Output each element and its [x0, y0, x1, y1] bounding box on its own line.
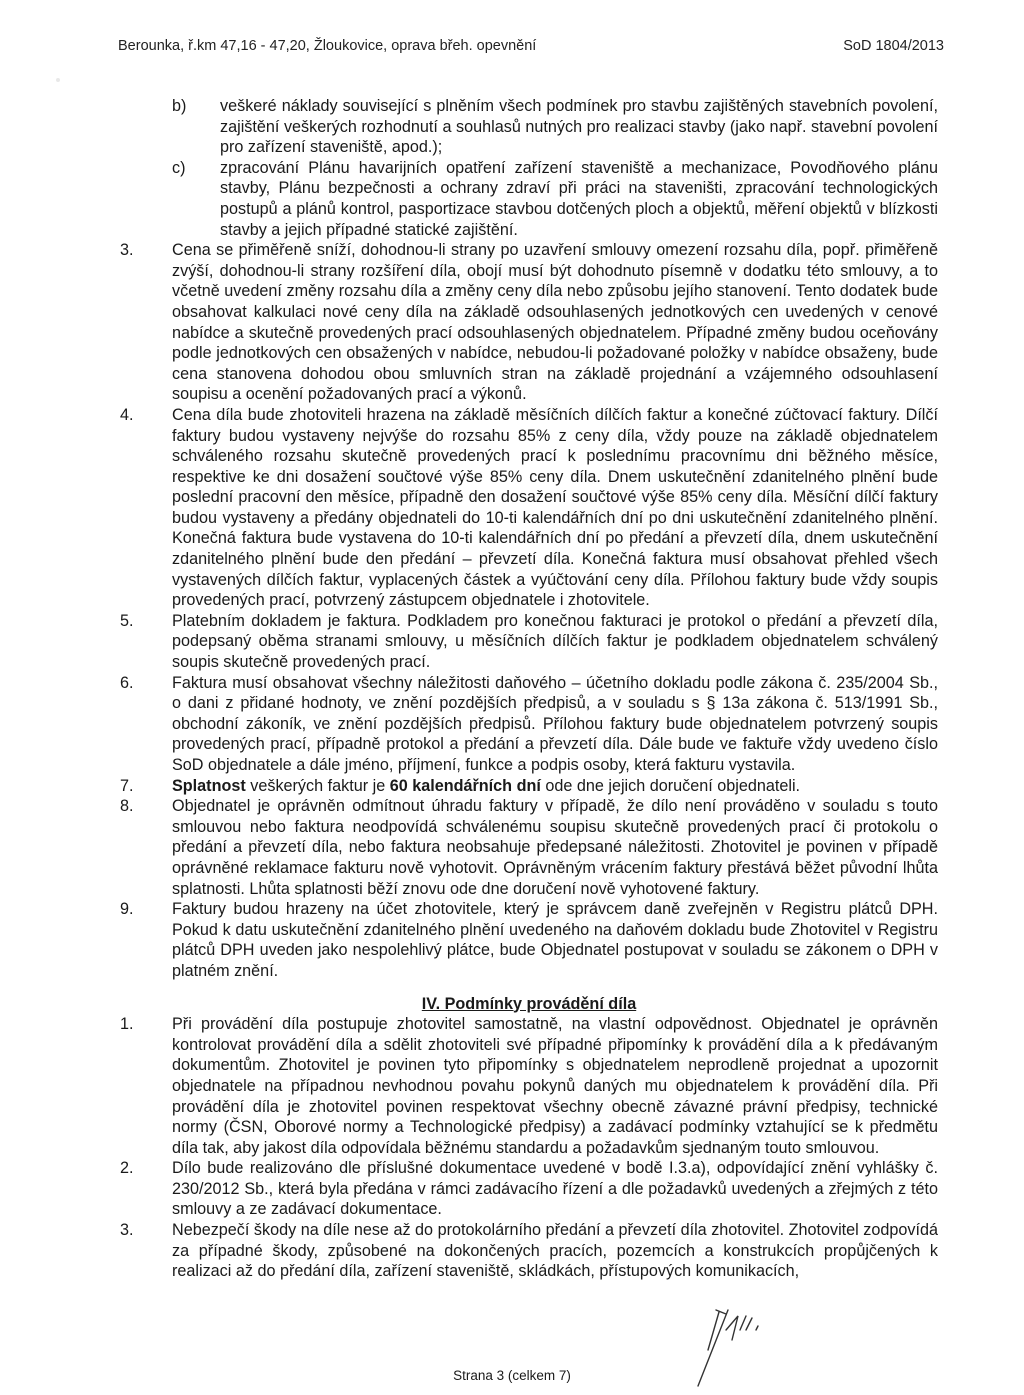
- clause-text: Faktury budou hrazeny na účet zhotovitele, který je správcem daně zveřejněn v Registru plátců DPH. Pokud k datu uskutečnění zdanitelného plnění uvedeného na daňovém dokladu bude Zhotovitel v Registru plátců DPH uveden jako nespolehlivý plátce, bude Objednatel postupovat v souladu se zákonem o DPH v platném znění.: [172, 900, 938, 980]
- clause-text: Nebezpečí škody na díle nese až do protokolárního předání a převzetí díla zhotovitel. Zhotovitel zodpovídá za případné škody, způsobené na dokončených pracích, pozemcích a konstrukcích propůjčených k realizaci až do předání díla, zařízení staveniště, skládkách, přístupových komunikacích,: [172, 1221, 938, 1281]
- clause-text: Faktura musí obsahovat všechny náležitosti daňového – účetního dokladu podle zákona č. 235/2004 Sb., o dani z přidané hodnoty, ve znění pozdějších předpisů, a v souladu s § 13a zákona č. 513/1991 Sb., obchodní zákoník, ve znění pozdějších předpisů. Přílohou faktury bude objednatelem potvrzený soupis provedených prací, případně protokol a předání a převzetí díla. Dále bude ve faktuře vždy uvedeno číslo SoD objednatele a dále jméno, příjmení, funkce a podpis osoby, která fakturu vystavila.: [172, 673, 938, 774]
- sub-item-text: veškeré náklady související s plněním všech podmínek pro stavbu zajištěných stavebních povolení, zajištění veškerých rozhodnutí a souhlasů nutných pro realizaci stavby (jako např. stavební povolení pro zařízení staveniště, apod.);: [220, 97, 938, 157]
- sub-item-letter: b): [172, 97, 187, 115]
- header-project-title: Berounka, ř.km 47,16 - 47,20, Žloukovice, oprava břeh. opevnění: [118, 38, 537, 54]
- clause-6: [120, 673, 938, 776]
- section-iv-clause-1: [120, 1014, 938, 1158]
- clause-text: Dílo bude realizováno dle příslušné dokumentace uvedené v bodě I.3.a), odpovídající znění vyhlášky č. 230/2012 Sb., která byla předána v rámci zadávacího řízení a dle požadavků uvedených a zřejmých z této smlouvy a ze zadávací dokumentace.: [172, 1159, 938, 1219]
- clause-text: Platebním dokladem je faktura. Podkladem pro konečnou fakturaci je protokol o předání a převzetí díla, podepsaný oběma stranami smlouvy, u měsíčních dílčích faktur je podkladem objednatelem schválený soupis skutečně provedených prací.: [172, 611, 938, 672]
- clause-number: 3.: [120, 1221, 134, 1240]
- section-iv-clause-2: [120, 1158, 938, 1220]
- clause-text: Objednatel je oprávněn odmítnout úhradu faktury v případě, že dílo není prováděno v souladu s touto smlouvou nebo faktura neodpovídá schválenému soupisu skutečně provedených prací či protokolu o předání a převzetí díla, nebo faktura neobsahuje předepsané náležitosti. Zhotovitel je povinen v případě oprávněné reklamace fakturu nově vyhotovit. Oprávněným vrácením faktury přestává běžet původní lhůta splatnosti. Lhůta splatnosti běží znovu ode dne doručení nově vyhotovené faktury.: [172, 797, 938, 898]
- clause-text: Cena se přiměřeně sníží, dohodnou-li strany po uzavření smlouvy omezení rozsahu díla, popř. přiměřeně zvýší, dohodnou-li strany rozšíření díla, obojí musí být dohodnuto písemně v dodatku této smlouvy, a to včetně uvedení změny rozsahu díla a změny ceny díla nebo způsobu jejího stanovení. Tento dodatek bude obsahovat kalkulaci nové ceny díla na základě odsouhlasených jednotkových cen uvedených v cenové nabídce a skutečně provedených prací odsouhlasených objednatelem. Případné změny budou oceňovány podle jednotkových cen obsažených v nabídce, nebudou-li požadované položky v nabídce obsaženy, bude cena stanovena dohodou obou smluvních stran na základě projednání a vzájemného odsouhlasení soupisu a ocenění požadovaných prací a výkonů.: [172, 241, 938, 404]
- clause-number: 7.: [120, 776, 134, 795]
- page-footer: Strana 3 (celkem 7): [453, 1368, 571, 1383]
- clause-number: 5.: [120, 611, 134, 630]
- document-body: [120, 96, 938, 1282]
- term-due-days: 60 kalendářních dní: [389, 776, 541, 795]
- clause-8: [120, 796, 938, 899]
- clause-text-part: veškerých faktur je: [245, 776, 390, 795]
- clause-number: 8.: [120, 797, 134, 816]
- clause-text-part: ode dne jejich doručení objednateli.: [540, 776, 801, 795]
- clause-text: Cena díla bude zhotoviteli hrazena na základě měsíčních dílčích faktur a konečné zúčtovací faktury. Dílčí faktury budou vystaveny nejvýše do rozsahu 85% z ceny díla, vždy pouze na základě objednatelem schváleného rozsahu skutečně provedených prací k poslednímu pracovnímu dni běžného měsíce, respektive ke dni dosažení součtové výše 85% ceny díla. Dnem uskutečnění zdanitelného plnění bude poslední pracovní den měsíce, případně den dosažení součtové výše 85% ceny díla. Měsíční dílčí faktury budou vystaveny a předány objednateli do 10-ti kalendářních dní po dni uskutečnění zdanitelného plnění. Konečná faktura bude vystavena do 10-ti kalendářních dní po předání a převzetí díla, dnem uskutečnění zdanitelného plnění bude den předání – převzetí díla. Konečná faktura musí obsahovat přehled všech vystavených dílčích faktur, vyplacených částek a vyúčtování ceny díla. Přílohou faktury bude vždy soupis provedených prací, potvrzený zástupcem objednatele i zhotovitele.: [172, 405, 938, 610]
- section-title: IV. Podmínky provádění díla: [421, 994, 637, 1013]
- clause-5: [120, 611, 938, 673]
- clause-4: [120, 405, 938, 611]
- term-splatnost: Splatnost: [172, 776, 246, 795]
- clause-number: 9.: [120, 900, 134, 919]
- clause-7: [120, 776, 938, 797]
- clause-number: 6.: [120, 673, 134, 692]
- scan-artifact: [56, 78, 60, 82]
- clause-number: 3.: [120, 241, 134, 260]
- clause-number: 1.: [120, 1015, 134, 1034]
- section-iv-clause-3: [120, 1220, 938, 1282]
- clause-number: 2.: [120, 1159, 134, 1178]
- clause-text: [172, 776, 938, 797]
- clause-text: Při provádění díla postupuje zhotovitel samostatně, na vlastní odpovědnost. Objednatel je oprávněn kontrolovat provádění díla a sdělit zhotoviteli své případné připomínky k provádění díla a k předávaným dokumentům. Zhotovitel je povinen tyto připomínky s objednatelem neprodleně projednat a upozornit objednatele na případnou nevhodnou povahu pokynů daných mu objednatelem k provádění díla. Při provádění díla je zhotovitel povinen respektovat všechny obecně závazné právní předpisy, technické normy (ČSN, Oborové normy a Technologické předpisy) a zadávací podmínky vztahující se k předmětu díla tak, aby jakost díla odpovídala běžnému standardu a požadavkům sjednaným touto smlouvou.: [172, 1015, 938, 1157]
- sub-item-letter: c): [172, 158, 186, 177]
- header-contract-number: SoD 1804/2013: [843, 38, 944, 54]
- clause-3: [120, 240, 938, 405]
- clause-number: 4.: [120, 405, 134, 424]
- sub-item-c: [172, 158, 938, 240]
- page-header: [118, 38, 944, 54]
- clause-9: [120, 899, 938, 981]
- sub-item-text: zpracování Plánu havarijních opatření zařízení staveniště a mechanizace, Povodňového plánu stavby, Plánu bezpečnosti a ochrany zdraví při práci na staveništi, zpracování technologických postupů a plánů kontrol, pasportizace stavbou dotčených ploch a objektů, měření objektů v blízkosti stavby a jejich případné statické zajištění.: [220, 158, 938, 239]
- sub-item-b: [172, 96, 938, 158]
